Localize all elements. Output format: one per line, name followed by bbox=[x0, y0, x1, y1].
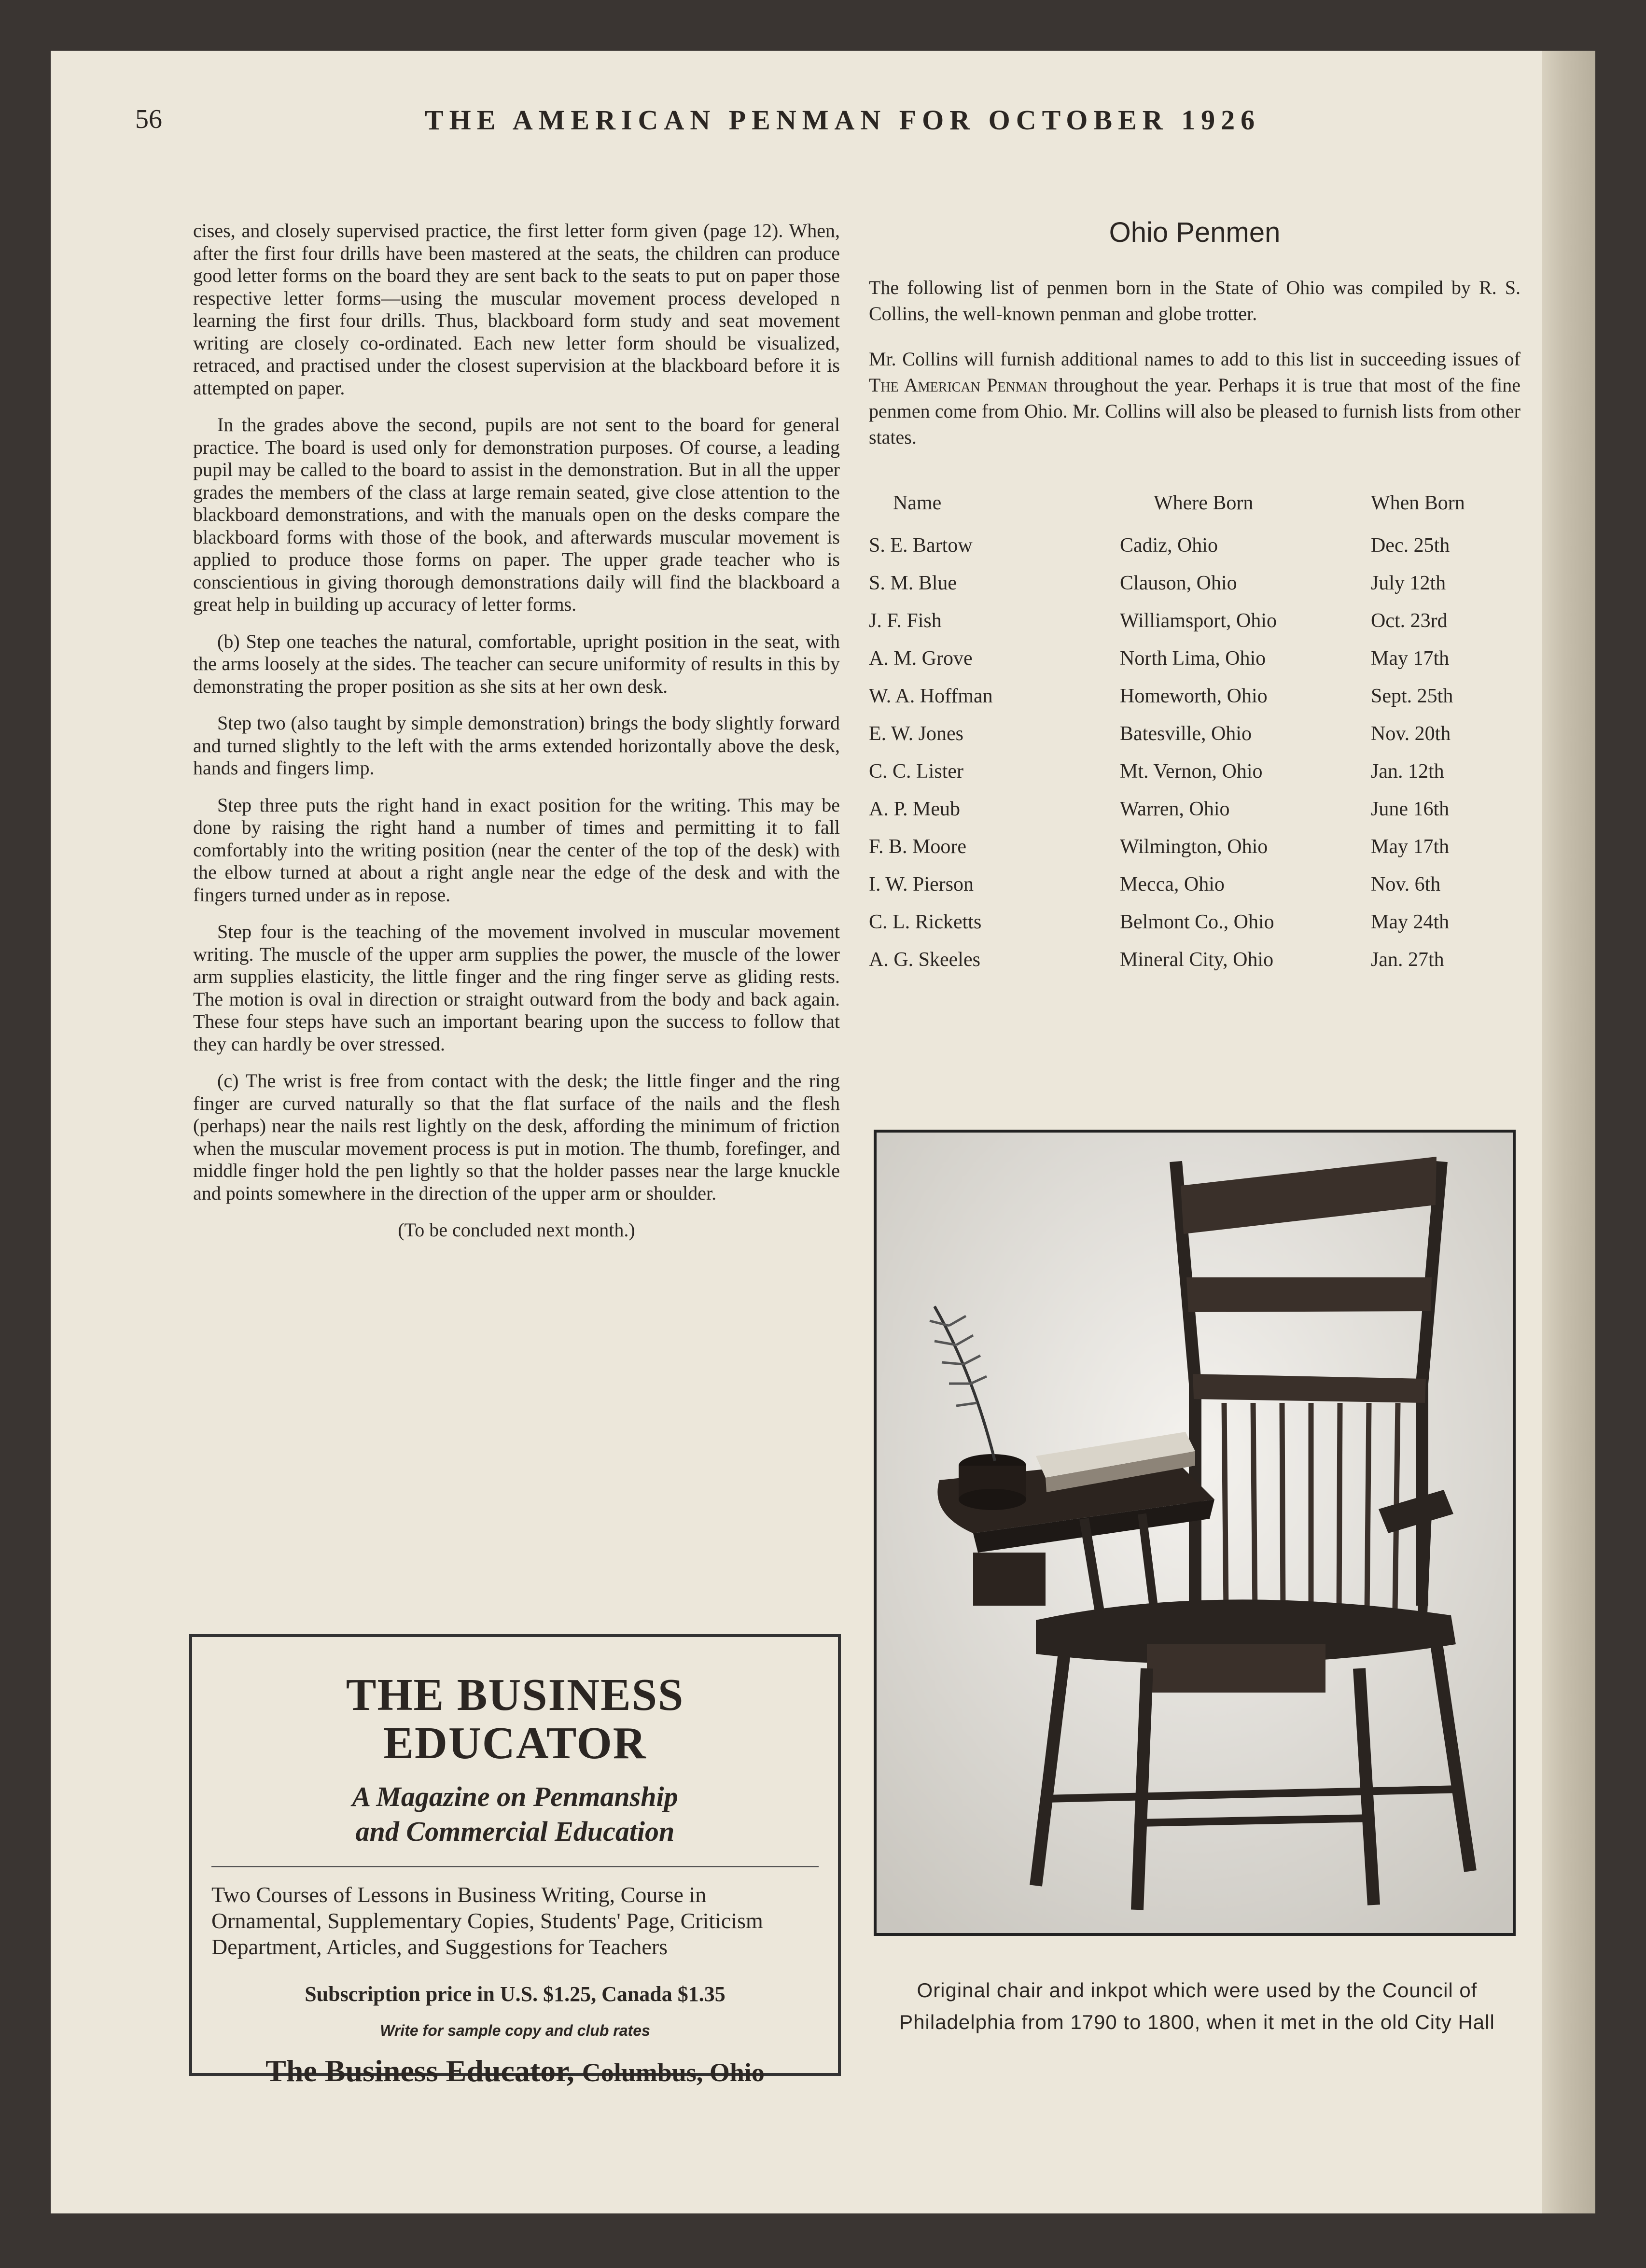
ad-footer-place: Columbus, Ohio bbox=[582, 2058, 765, 2087]
cell-name: A. M. Grove bbox=[869, 647, 973, 670]
cell-name: C. C. Lister bbox=[869, 760, 963, 783]
section-title: Ohio Penmen bbox=[1109, 217, 1281, 248]
page-edge bbox=[1542, 51, 1595, 2213]
cell-name: A. P. Meub bbox=[869, 798, 961, 820]
cell-when-born: Sept. 25th bbox=[1371, 685, 1453, 707]
article-paragraph: Step four is the teaching of the movement involved in muscular movement writing. The muscle of the upper arm supplies the power, the muscle of the lower arm supplies elasticity, the little finger and the ring finger serve as gliding rests. The motion is oval in direction or straight outward from the body and back again. These four steps have such an important bearing upon the success to follow that they can hardly be over stressed. bbox=[193, 921, 840, 1055]
table-row bbox=[869, 715, 1506, 753]
ad-footer-name: The Business Educator, bbox=[265, 2054, 574, 2088]
cell-when-born: Oct. 23rd bbox=[1371, 610, 1448, 632]
page-number: 56 bbox=[135, 104, 162, 134]
table-row bbox=[869, 941, 1506, 979]
article-paragraph: (c) The wrist is free from contact with the desk; the little finger and the ring finger are curved naturally so that the flat surface of the nails and the flesh (perhaps) near the nails rest lightly on the desk, affording the minimum of friction when the muscular movement process is put in motion. The thumb, forefinger, and middle finger hold the pen lightly so that the holder passes near the large knuckle and points somewhere in the direction of the upper arm or shoulder. bbox=[193, 1070, 840, 1204]
article-paragraph: In the grades above the second, pupils are not sent to the board for general practice. The board is used only for demonstration purposes. Of course, a leading pupil may be called to the board to assist in the demonstration. But in all the upper grades the members of the class at large remain seated, give close attention to the blackboard demonstrations, and with the manuals open on the desks compare the blackboard forms with those of the book, and afterwards muscular movement is applied to produce those forms on paper. The upper grade teacher who is conscientious in giving thorough demonstrations daily will find the blackboard a great help in building up accuracy of letter forms. bbox=[193, 414, 840, 615]
cell-name: I. W. Pierson bbox=[869, 873, 974, 896]
cell-where-born: Batesville, Ohio bbox=[1120, 723, 1252, 745]
ad-subtitle bbox=[211, 1779, 819, 1849]
continued-note: (To be concluded next month.) bbox=[398, 1219, 635, 1241]
header-name: Name bbox=[893, 492, 942, 514]
ohio-penmen-column bbox=[869, 217, 1520, 979]
ad-subtitle-line: A Magazine on Penmanship bbox=[352, 1781, 678, 1812]
collins-text-b: throughout the year. Perhaps it is true that most of the fine penmen come from Ohio. Mr. Collins will also be pleased to furnish lists from other states. bbox=[869, 374, 1520, 448]
cell-when-born: Nov. 6th bbox=[1371, 873, 1441, 896]
cell-when-born: Dec. 25th bbox=[1371, 534, 1450, 557]
cell-where-born: Wilmington, Ohio bbox=[1120, 836, 1268, 858]
table-row bbox=[869, 640, 1506, 677]
ad-subtitle-line: and Commercial Education bbox=[355, 1816, 675, 1847]
table-row bbox=[869, 790, 1506, 828]
cell-where-born: Clauson, Ohio bbox=[1120, 572, 1237, 594]
business-educator-ad bbox=[189, 1634, 841, 2088]
table-row bbox=[869, 527, 1506, 564]
photo-caption: Original chair and inkpot which were used by the Council of Philadelphia from 1790 to 1800, when it met in the old City Hall bbox=[899, 1979, 1495, 2033]
intro-paragraph: The following list of penmen born in the State of Ohio was compiled by R. S. Collins, the well-known penman and globe trotter. bbox=[869, 277, 1520, 324]
cell-name: S. M. Blue bbox=[869, 572, 957, 594]
ad-sample-note: Write for sample copy and club rates bbox=[380, 2022, 650, 2039]
running-head: THE AMERICAN PENMAN FOR OCTOBER 1926 bbox=[425, 104, 1261, 136]
table-row bbox=[869, 602, 1506, 640]
table-body bbox=[869, 527, 1506, 979]
header-when-born: When Born bbox=[1371, 492, 1465, 514]
cell-name: F. B. Moore bbox=[869, 836, 966, 858]
cell-where-born: Belmont Co., Ohio bbox=[1120, 911, 1274, 933]
cell-name: S. E. Bartow bbox=[869, 534, 973, 557]
table-row bbox=[869, 903, 1506, 941]
chair-photo bbox=[874, 1130, 1516, 1936]
ad-title: THE BUSINESS EDUCATOR bbox=[346, 1670, 684, 1768]
cell-name: J. F. Fish bbox=[869, 610, 942, 632]
table-row bbox=[869, 828, 1506, 866]
page-header bbox=[135, 104, 1511, 157]
article-paragraph: (b) Step one teaches the natural, comfortable, upright position in the seat, with the arms loosely at the sides. The teacher can secure uniformity of results in this by demonstrating the proper position as she sits at her own desk. bbox=[193, 630, 840, 697]
article-left-column bbox=[193, 220, 840, 1256]
ad-price: Subscription price in U.S. $1.25, Canada $1.35 bbox=[305, 1982, 725, 2006]
cell-where-born: Homeworth, Ohio bbox=[1120, 685, 1268, 707]
cell-where-born: Williamsport, Ohio bbox=[1120, 610, 1277, 632]
cell-where-born: Warren, Ohio bbox=[1120, 798, 1230, 820]
cell-where-born: Mecca, Ohio bbox=[1120, 873, 1225, 896]
cell-where-born: North Lima, Ohio bbox=[1120, 647, 1266, 670]
table-row bbox=[869, 866, 1506, 903]
collins-text-a: Mr. Collins will furnish additional names to add to this list in succeeding issues of bbox=[869, 348, 1520, 370]
collins-paragraph bbox=[869, 346, 1520, 450]
cell-name: E. W. Jones bbox=[869, 723, 964, 745]
ad-footer bbox=[211, 2053, 819, 2089]
table-row bbox=[869, 753, 1506, 790]
table-row bbox=[869, 564, 1506, 602]
cell-where-born: Mineral City, Ohio bbox=[1120, 949, 1274, 971]
article-paragraph: Step three puts the right hand in exact position for the writing. This may be done by raising the right hand a number of times and permitting it to fall comfortably into the writing position (near the center of the top of the desk) with the elbow turned at about a right angle near the edge of the desk and with the fingers turned under as in repose. bbox=[193, 794, 840, 906]
windsor-chair-illustration bbox=[877, 1133, 1513, 1933]
ad-body: Two Courses of Lessons in Business Writing, Course in Ornamental, Supplementary Copies, Students' Page, Criticism Department, Articles, and Suggestions for Teachers bbox=[211, 1882, 763, 1959]
table-header-row bbox=[869, 489, 1506, 527]
cell-where-born: Mt. Vernon, Ohio bbox=[1120, 760, 1263, 783]
ad-divider bbox=[211, 1866, 819, 1867]
article-paragraph: Step two (also taught by simple demonstration) brings the body slightly forward and turned slightly to the left with the arms extended horizontally above the desk, hands and fingers limp. bbox=[193, 712, 840, 779]
cell-when-born: June 16th bbox=[1371, 798, 1450, 820]
cell-when-born: Jan. 27th bbox=[1371, 949, 1444, 971]
cell-name: C. L. Ricketts bbox=[869, 911, 982, 933]
cell-when-born: Jan. 12th bbox=[1371, 760, 1444, 783]
cell-when-born: July 12th bbox=[1371, 572, 1446, 594]
cell-when-born: May 17th bbox=[1371, 836, 1450, 858]
magazine-name: The American Penman bbox=[869, 374, 1047, 396]
cell-name: W. A. Hoffman bbox=[869, 685, 993, 707]
article-paragraph: cises, and closely supervised practice, the first letter form given (page 12). When, after the first four drills have been mastered at the seats, the children can produce good letter forms on the board they are sent back to the seats to put on paper those respective letter forms—using the muscular movement process developed n learning the first four drills. Thus, blackboard form study and seat movement writing are closely co-ordinated. Each new letter form should be visualized, retraced, and practised under the closest supervision at the blackboard before it is attempted on paper. bbox=[193, 220, 840, 399]
penmen-table bbox=[869, 489, 1506, 979]
table-row bbox=[869, 677, 1506, 715]
cell-when-born: May 17th bbox=[1371, 647, 1450, 670]
cell-where-born: Cadiz, Ohio bbox=[1120, 534, 1218, 557]
cell-name: A. G. Skeeles bbox=[869, 949, 980, 971]
header-where-born: Where Born bbox=[1154, 492, 1254, 514]
cell-when-born: May 24th bbox=[1371, 911, 1450, 933]
cell-when-born: Nov. 20th bbox=[1371, 723, 1451, 745]
